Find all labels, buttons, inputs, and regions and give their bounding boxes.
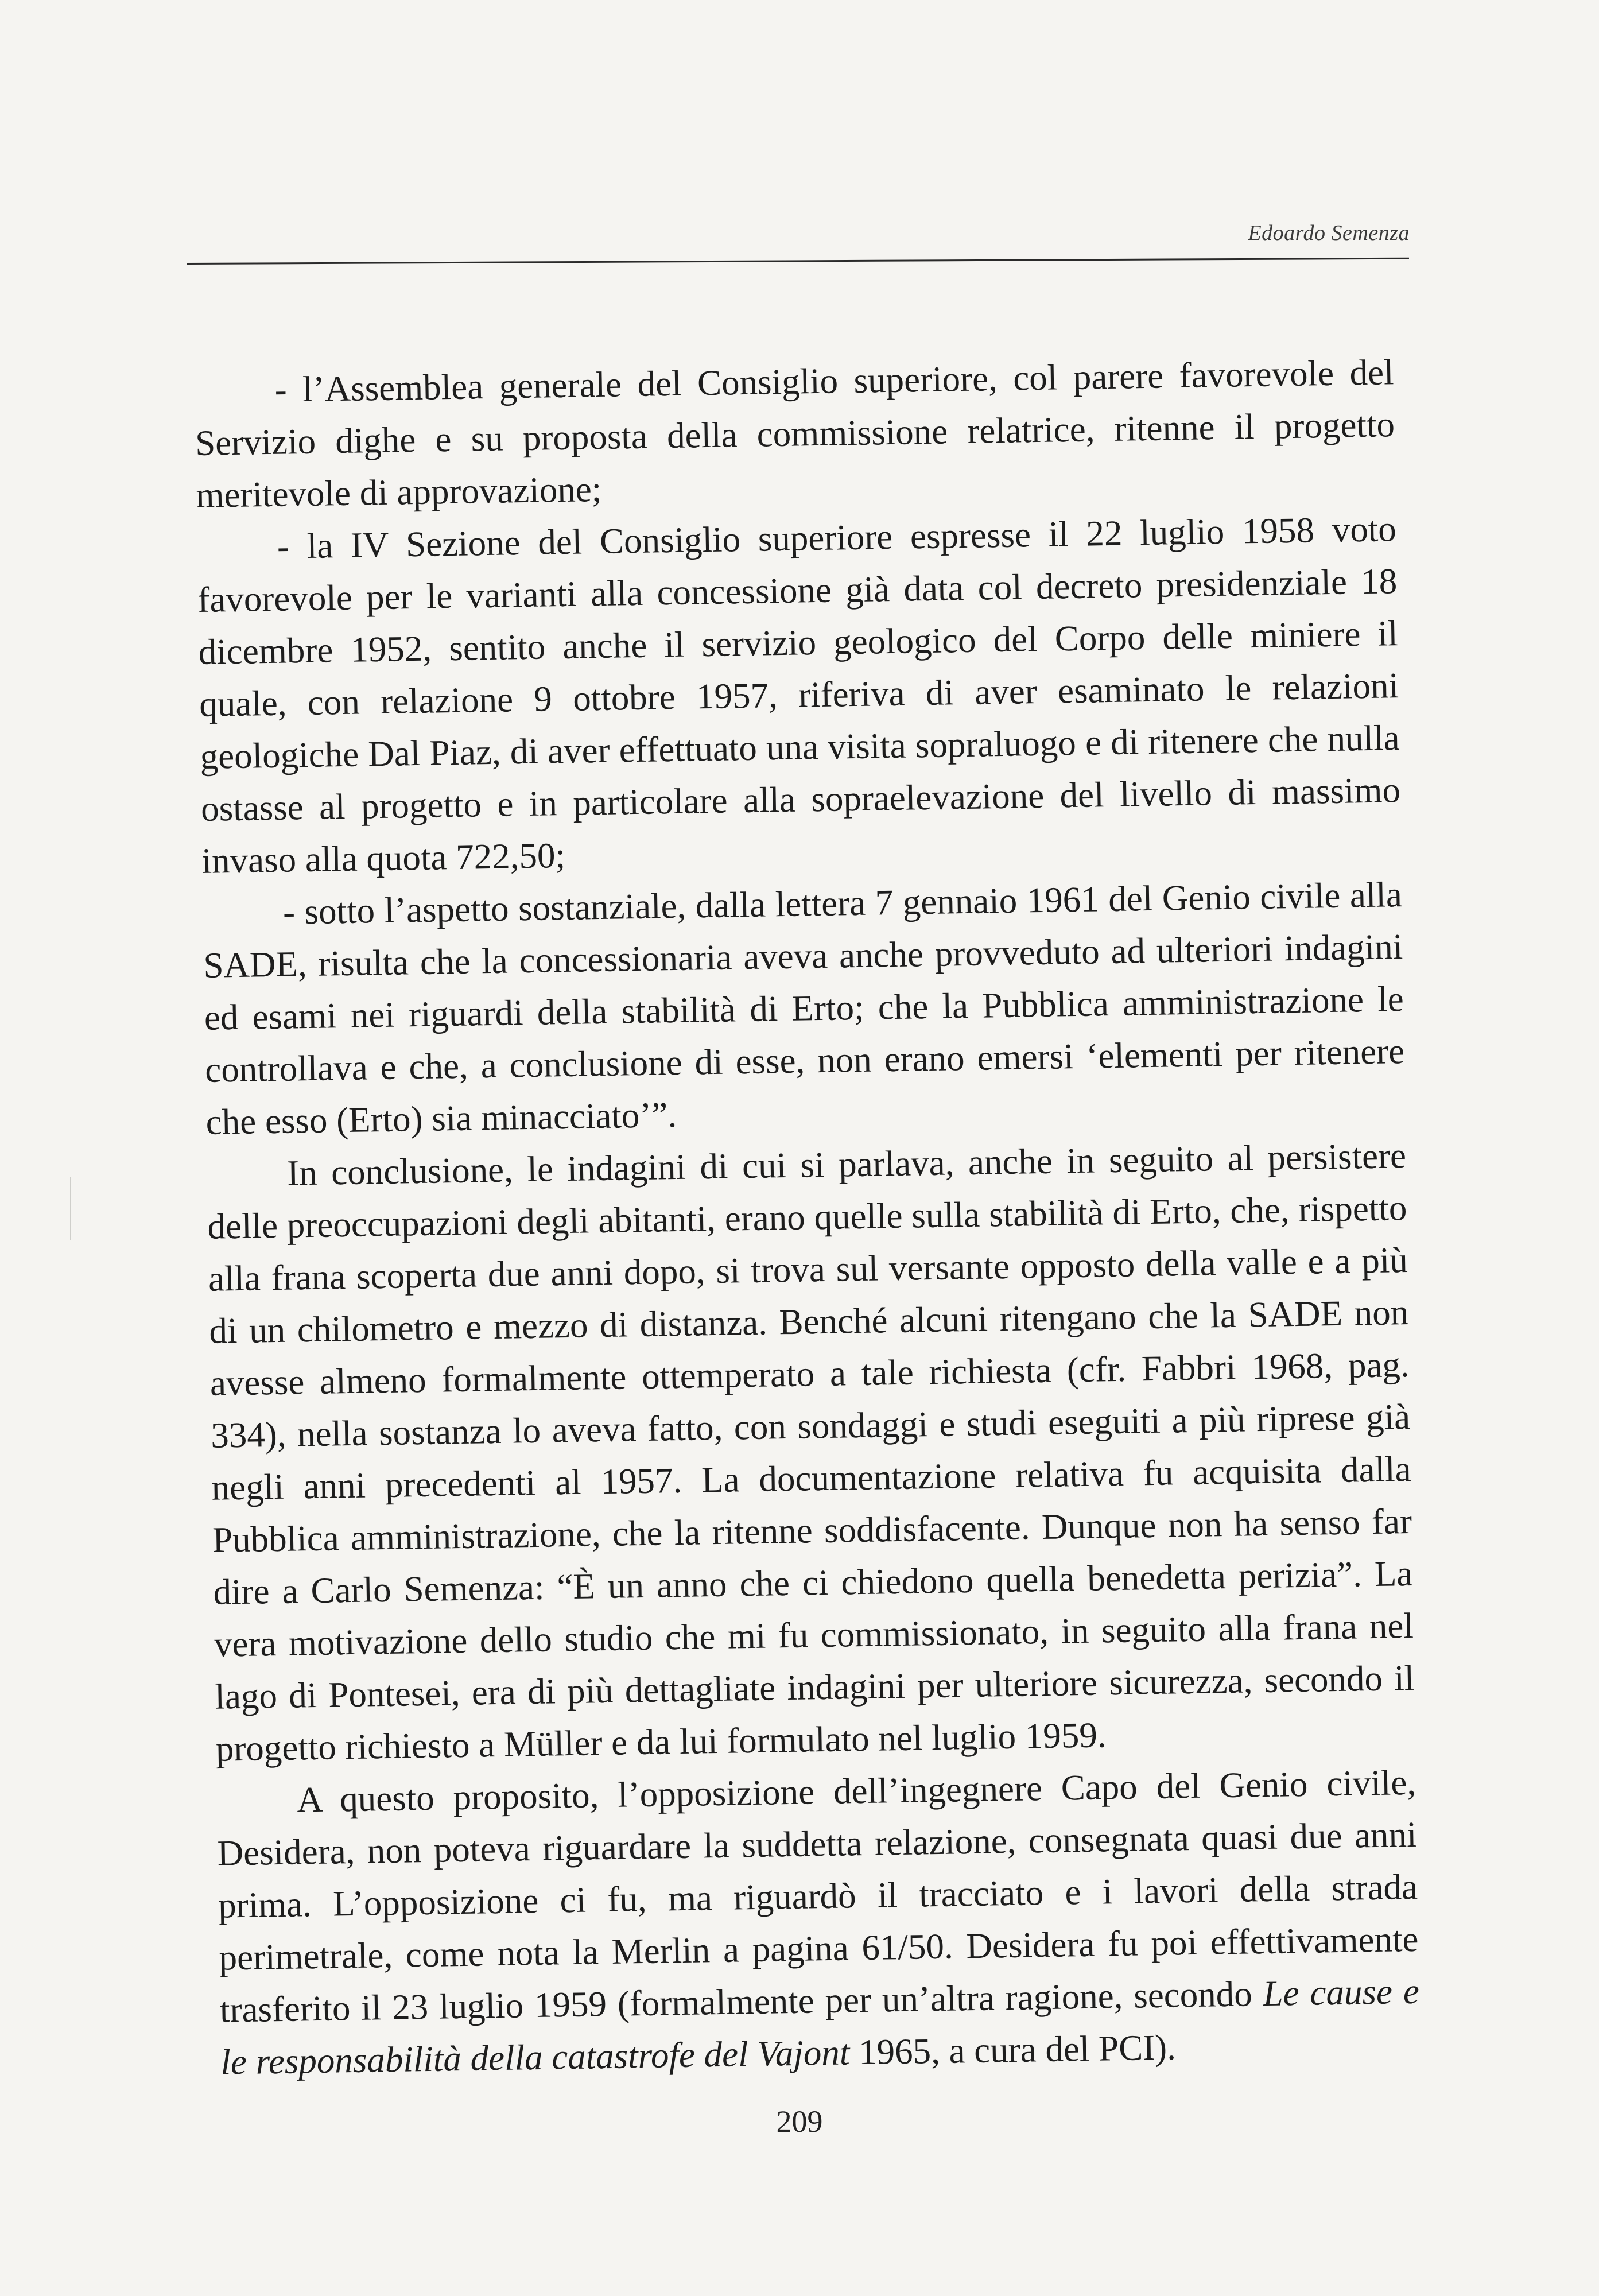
paragraph-assemblea: - l’Assemblea generale del Consiglio superiore, col parere favorevole del Servizio dighe e su proposta della commissione relatrice, ritenne il progetto meritevole di approvazione;	[195, 352, 1395, 515]
paragraph-conclusione: In conclusione, le indagini di cui si parlava, anche in seguito al persistere delle preoccupazioni degli abitanti, erano quelle sulla stabilità di Erto, che, rispetto alla frana scoperta due anni dopo, si trova sul versante opposto della valle e a più di un chilometro e mezzo di distanza. Benché alcuni ritengano che la SADE non avesse almeno formalmente ottemperato a tale richiesta (cfr. Fabbri 1968, pag. 334), nella sostanza lo aveva fatto, con sondaggi e studi eseguiti a più riprese già negli anni precedenti al 1957. La documentazione relativa fu acquisita dalla Pubblica amministrazione, che la ritenne soddisfacente. Dunque non ha senso far dire a Carlo Semenza: “È un anno che ci chiedono quella benedetta perizia”. La vera motivazione dello studio che mi fu commissionato, in seguito alla frana nel lago di Pontesei, era di più dettagliate indagini per ulteriore sicurezza, secondo il progetto richiesto a Müller e da lui formulato nel luglio 1959.	[207, 1135, 1415, 1769]
page-number: 209	[776, 2104, 823, 2139]
paragraph-opposizione-end: 1965, a cura del PCI).	[849, 2027, 1177, 2073]
paragraph-opposizione	[216, 1756, 1421, 2089]
paragraph-aspetto-sostanziale: - sotto l’aspetto sostanziale, dalla lettera 7 gennaio 1961 del Genio civile alla SADE, risulta che la concessionaria aveva anche provveduto ad ulteriori indagini ed esami nei riguardi della stabilità di Erto; che la Pubblica amministrazione le controllava e che, a conclusione di esse, non erano emersi ‘elementi per ritenere che esso (Erto) sia minacciato’”.	[203, 874, 1405, 1142]
body-text	[194, 346, 1421, 2088]
header-rule	[187, 258, 1409, 265]
running-head: Edoardo Semenza	[1248, 221, 1410, 245]
paragraph-opposizione-text: A questo proposito, l’opposizione dell’ingegnere Capo del Genio civile, Desidera, non poteva riguardare la suddetta relazione, consegnata quasi due anni prima. L’opposizione ci fu, ma riguardò il tracciato e i lavori della strada perimetrale, come nota la Merlin a pagina 61/50. Desidera fu poi effettivamente trasferito il 23 luglio 1959 (formalmente per un’altra ragione, secondo	[217, 1762, 1419, 2030]
scan-margin-mark	[70, 1177, 71, 1240]
book-title: Le cause e le responsabilità della catastrofe del Vajont	[220, 1971, 1420, 2082]
paragraph-iv-sezione: - la IV Sezione del Consiglio superiore espresse il 22 luglio 1958 voto favorevole per le varianti alla concessione già data col decreto presidenziale 18 dicembre 1952, sentito anche il servizio geologico del Corpo delle miniere il quale, con relazione 9 ottobre 1957, riferiva di aver esaminato le relazioni geologiche Dal Piaz, di aver effettuato una visita sopraluogo e di ritenere che nulla ostasse al progetto e in particolare alla sopraelevazione del livello di massimo invaso alla quota 722,50;	[197, 509, 1401, 881]
